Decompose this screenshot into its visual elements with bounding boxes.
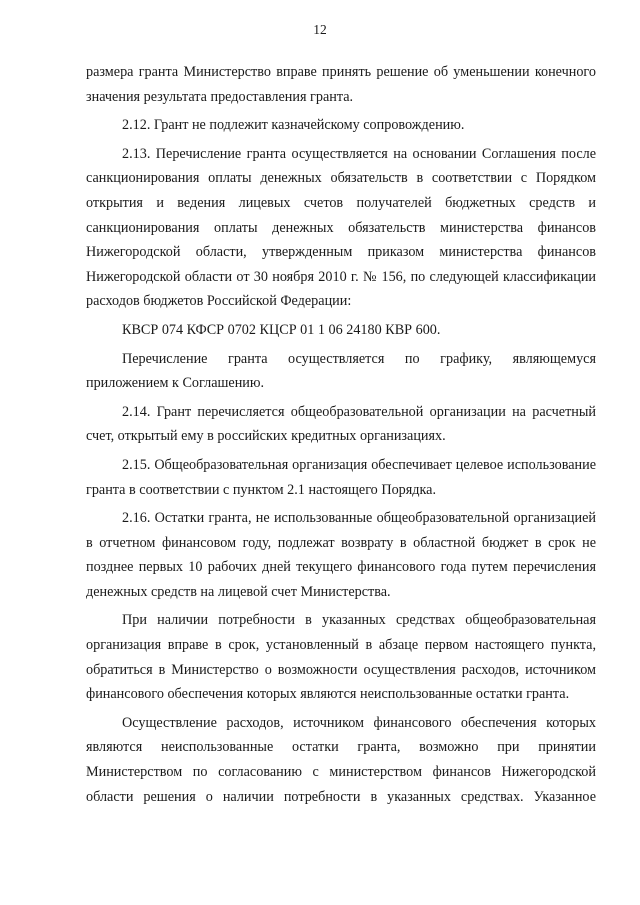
- paragraph-continuation: размера гранта Министерство вправе принять решение об уменьшении конечного значения результата предоставления гранта.: [86, 64, 596, 105]
- page-number: 12: [313, 22, 327, 37]
- paragraph-expenses: Осуществление расходов, источником финансового обеспечения которых являются неиспользованные остатки гранта, возможно при принятии Министерством по согласованию с министерством финансов Нижегородской области решения о наличии потребности в указанных средствах. Указанное: [86, 714, 596, 805]
- paragraph-2-14: 2.14. Грант перечисляется общеобразовательной организации на расчетный счет, открытый ему в российских кредитных организациях.: [86, 403, 596, 445]
- paragraph-schedule: Перечисление гранта осуществляется по графику, являющемуся приложением к Соглашению.: [86, 350, 596, 392]
- paragraph-2-13: 2.13. Перечисление гранта осуществляется на основании Соглашения после санкционирования оплаты денежных обязательств в соответствии с Порядком открытия и ведения лицевых счетов получателей бюджетных средств и санкционирования оплаты денежных обязательств министерства финансов Нижегородской области, утвержденным приказом министерства финансов Нижегородской области от 30 ноября 2010 г. № 156, по следующей классификации расходов бюджетов Российской Федерации:: [86, 145, 596, 310]
- paragraph-2-16: 2.16. Остатки гранта, не использованные общеобразовательной организацией в отчетном финансовом году, подлежат возврату в областной бюджет в срок не позднее первых 10 рабочих дней текущего финансового года путем перечисления денежных средств на лицевой счет Министерства.: [86, 510, 596, 600]
- paragraph-need-funds: При наличии потребности в указанных средствах общеобразовательная организация вправе в срок, установленный в абзаце первом настоящего пункта, обратиться в Министерство о возможности осуществления расходов, источником финансового обеспечения которых являются неиспользованные остатки гранта.: [86, 612, 596, 703]
- paragraph-budget-code: КВСР 074 КФСР 0702 КЦСР 01 1 06 24180 КВР 600.: [122, 321, 441, 338]
- paragraph-2-12: 2.12. Грант не подлежит казначейскому сопровождению.: [122, 117, 465, 134]
- document-body: [86, 60, 596, 813]
- paragraph-2-15: 2.15. Общеобразовательная организация обеспечивает целевое использование гранта в соответствии с пунктом 2.1 настоящего Порядка.: [86, 456, 596, 498]
